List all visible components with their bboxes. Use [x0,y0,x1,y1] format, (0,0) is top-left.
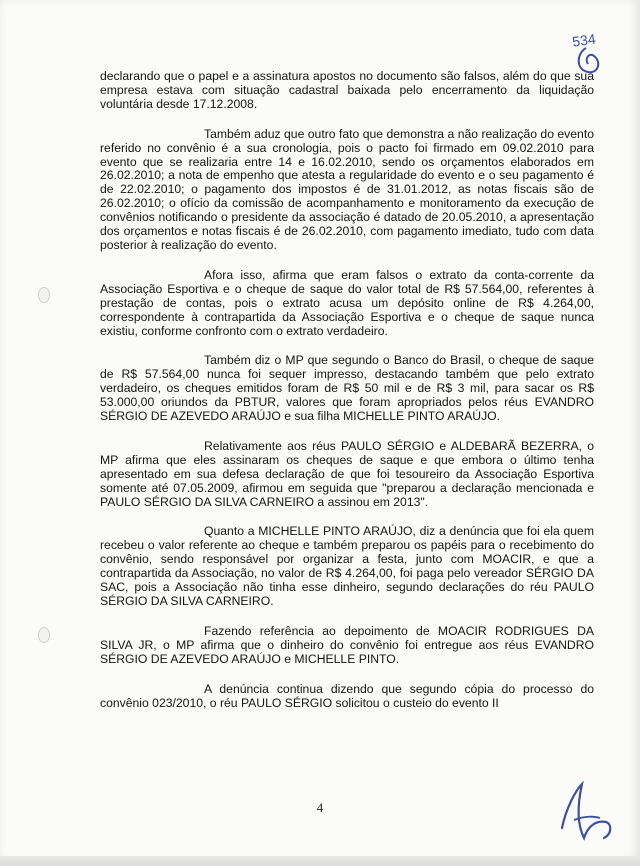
paragraph-text: Fazendo referência ao depoimento de MOACIR RODRIGUES DA SILVA JR, o MP afirma que o dinheiro do convênio foi entregue aos réus EVANDRO SÉRGIO DE AZEVEDO ARAÚJO e MICHELLE PINTO. [100,623,594,666]
paragraph-2 [100,128,594,253]
paragraph-7 [100,625,594,667]
signature-mark [554,776,622,846]
paragraph-1 [100,70,594,112]
paragraph-6 [100,525,594,608]
page-number: 4 [316,800,324,815]
stamp-number: 534 [571,30,597,50]
paragraph-text: Relativamente aos réus PAULO SÉRGIO e ALDEBARÃ BEZERRA, o MP afirma que eles assinaram os cheques de saque e que embora o último tenha apresentado em sua defesa declaração de que foi tesoureiro da Associação Esportiva somente até 07.05.2009, afirmou em seguida que "preparou a declaração mencionada e PAULO SÉRGIO DA SILVA CARNEIRO a assinou em 2013". [100,438,594,509]
paragraph-text: A denúncia continua dizendo que segundo cópia do processo do convênio 023/2010, o réu PAULO SÉRGIO solicitou o custeio do evento II [100,681,594,710]
paragraph-3 [100,269,594,339]
paragraph-text: Quanto a MICHELLE PINTO ARAÚJO, diz a denúncia que foi ela quem recebeu o valor referente ao cheque e também preparou os papéis para o recebimento do convênio, sendo responsável por organizar a festa, junto com MOACIR, e que a contrapartida da Associação, no valor de R$ 4.264,00, foi paga pelo vereador SÉRGIO DA SAC, pois a Associação não tinha esse dinheiro, segundo declarações do réu PAULO SÉRGIO DA SILVA CARNEIRO. [100,524,594,608]
paragraph-8 [100,683,594,711]
punch-hole-mark [38,287,50,303]
punch-hole-mark [38,627,50,643]
body-text [100,70,594,726]
paper-edge [0,856,640,866]
paragraph-text: Afora isso, afirma que eram falsos o extrato da conta-corrente da Associação Esportiva e o cheque de saque do valor total de R$ 57.564,00, referentes à prestação de contas, pois o extrato acusa um depósito online de R$ 4.264,00, correspondente à contrapartida da Associação Esportiva e o cheque de saque nunca existiu, conforme confronto com o extrato verdadeiro. [100,267,594,338]
paragraph-text: Também aduz que outro fato que demonstra a não realização do evento referido no convênio é a sua cronologia, pois o pacto foi firmado em 09.02.2010 para evento que se realizaria entre 14 e 16.02.2010, sendo os orçamentos elaborados em 26.02.2010; a nota de empenho que atesta a regularidade do evento e o seu pagamento é de 22.02.2010; o pagamento dos impostos é de 31.01.2012, as notas fiscais são de 26.02.2010; o ofício da comissão de acompanhamento e monitoramento da execução de convênios notificando o presidente da associação é datado de 20.05.2010, a apresentação dos orçamentos e notas fiscais é de 26.02.2010, com pagamento imediato, tudo com data posterior à realização do evento. [100,126,594,252]
paragraph-4 [100,354,594,424]
paragraph-text: Também diz o MP que segundo o Banco do Brasil, o cheque de saque de R$ 57.564,00 nunca foi sequer impresso, destacando também que pelo extrato verdadeiro, os cheques emitidos foram de R$ 50 mil e de R$ 3 mil, para sacar os R$ 53.000,00 oriundos da PBTUR, valores que foram apropriados pelos réus EVANDRO SÉRGIO DE AZEVEDO ARAÚJO e sua filha MICHELLE PINTO ARAÚJO. [100,353,594,424]
paragraph-text: declarando que o papel e a assinatura apostos no documento são falsos, além do que sua empresa estava com situação cadastral baixada pelo encerramento da liquidação voluntária desde 17.12.2008. [100,69,594,111]
paragraph-5 [100,440,594,510]
